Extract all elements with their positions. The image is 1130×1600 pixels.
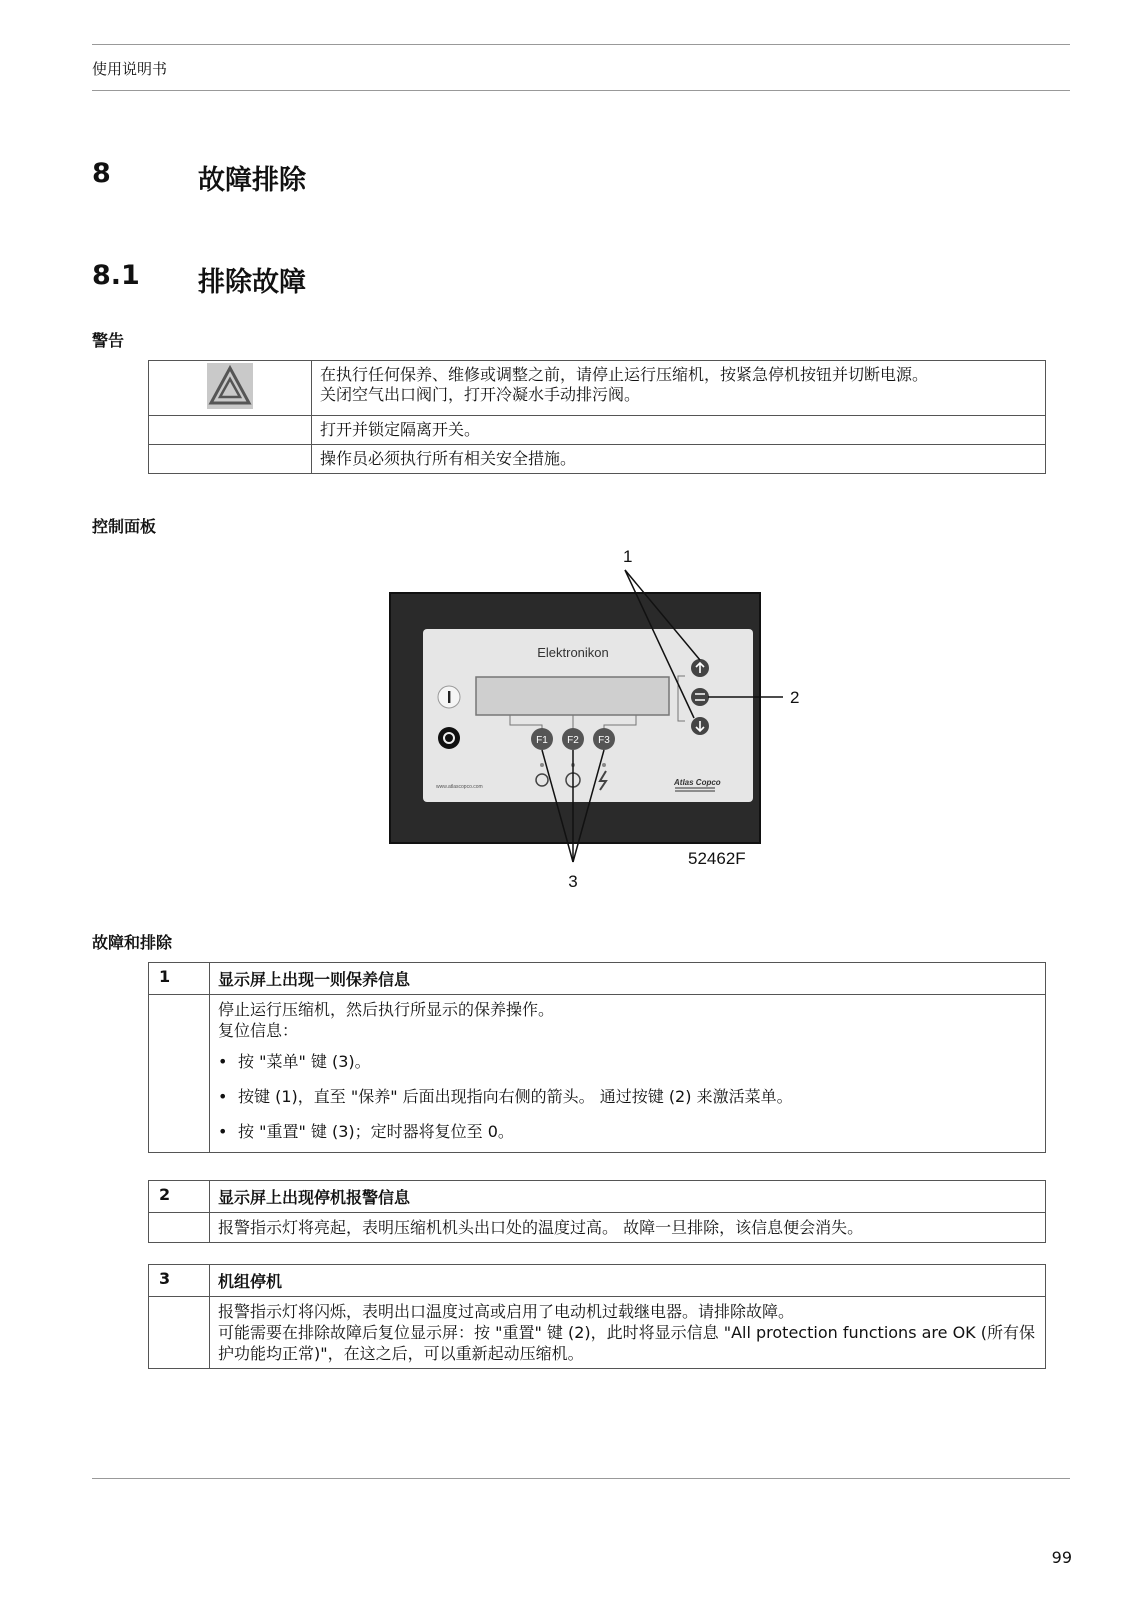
empty-cell [149, 416, 312, 445]
fault-header-row [149, 1181, 1046, 1213]
warning-row [149, 416, 1046, 445]
warning-text: 操作员必须执行所有相关安全措施。 [312, 445, 1046, 474]
warning-text: 打开并锁定隔离开关。 [312, 416, 1046, 445]
fault-body [210, 1213, 1046, 1243]
section-title: 排除故障 [198, 267, 306, 298]
fault-step: • 按键 (1)，直至 "保养" 后面出现指向右侧的箭头。 通过按键 (2) 来激活菜单。 [238, 1086, 1037, 1107]
section-number: 8.1 [92, 260, 140, 291]
fault-body-row [149, 1213, 1046, 1243]
website-label: www.atlascopco.com [436, 784, 483, 790]
fault-body-row [149, 1297, 1046, 1369]
figure-id: 52462F [688, 849, 746, 868]
control-panel-figure [380, 540, 820, 900]
empty-cell [149, 1297, 210, 1369]
running-header: 使用说明书 [92, 60, 168, 78]
empty-cell [149, 995, 210, 1153]
callout-3: 3 [568, 872, 578, 891]
fault-header-row [149, 963, 1046, 995]
fault-line: 可能需要在排除故障后复位显示屏：按 "重置" 键 (2)，此时将显示信息 "All protection functions are OK (所有保护功能均正常)"，在这之后，可以重新起动压缩机。 [218, 1323, 1035, 1363]
warning-icon-cell [149, 361, 312, 416]
fault-table-3 [148, 1264, 1046, 1369]
warning-row [149, 361, 1046, 416]
key-f2-label: F2 [567, 735, 579, 746]
fault-step: • 按 "重置" 键 (3)；定时器将复位至 0。 [238, 1121, 1037, 1142]
header-rule-top [92, 44, 1070, 45]
fault-number: 1 [149, 963, 210, 995]
fault-title: 显示屏上出现停机报警信息 [210, 1181, 1046, 1213]
warning-table [148, 360, 1046, 474]
lcd-display [476, 677, 669, 715]
warning-line: 关闭空气出口阀门，打开冷凝水手动排污阀。 [320, 385, 641, 404]
logo-label: Atlas Copco [674, 778, 721, 787]
fault-table-1 [148, 962, 1046, 1153]
fault-title: 机组停机 [210, 1265, 1046, 1297]
fault-line: 报警指示灯将亮起，表明压缩机机头出口处的温度过高。 故障一旦排除，该信息便会消失。 [218, 1218, 864, 1237]
chapter-number: 8 [92, 158, 111, 189]
footer-rule [92, 1478, 1070, 1479]
callout-2: 2 [790, 688, 800, 707]
fault-line: 停止运行压缩机，然后执行所显示的保养操作。 [218, 1000, 555, 1019]
fault-step: • 按 "菜单" 键 (3)。 [238, 1051, 1037, 1072]
fault-line: 复位信息： [218, 1021, 299, 1040]
callout-1: 1 [623, 547, 633, 566]
fault-title: 显示屏上出现一则保养信息 [210, 963, 1046, 995]
fault-body [210, 995, 1046, 1153]
key-f3-label: F3 [598, 735, 610, 746]
faults-heading: 故障和排除 [92, 933, 173, 952]
control-panel-heading: 控制面板 [92, 517, 157, 536]
fault-number: 3 [149, 1265, 210, 1297]
fault-table-2 [148, 1180, 1046, 1243]
stop-button [438, 727, 460, 749]
fault-body [210, 1297, 1046, 1369]
page-number: 99 [1051, 1548, 1072, 1567]
empty-cell [149, 1213, 210, 1243]
warning-heading: 警告 [92, 331, 125, 350]
fault-header-row [149, 1265, 1046, 1297]
chapter-title: 故障排除 [198, 165, 306, 196]
warning-text [312, 361, 1046, 416]
header-rule-bottom [92, 90, 1070, 91]
tab-key [691, 688, 709, 706]
warning-triangle-icon [206, 362, 254, 410]
empty-cell [149, 445, 312, 474]
brand-label: Elektronikon [537, 645, 609, 660]
warning-row [149, 445, 1046, 474]
fault-number: 2 [149, 1181, 210, 1213]
fault-steps [218, 1051, 1037, 1142]
fault-line: 报警指示灯将闪烁，表明出口温度过高或启用了电动机过载继电器。请排除故障。 [218, 1302, 795, 1321]
warning-line: 在执行任何保养、维修或调整之前，请停止运行压缩机，按紧急停机按钮并切断电源。 [320, 365, 929, 384]
fault-body-row [149, 995, 1046, 1153]
key-f1-label: F1 [536, 735, 548, 746]
